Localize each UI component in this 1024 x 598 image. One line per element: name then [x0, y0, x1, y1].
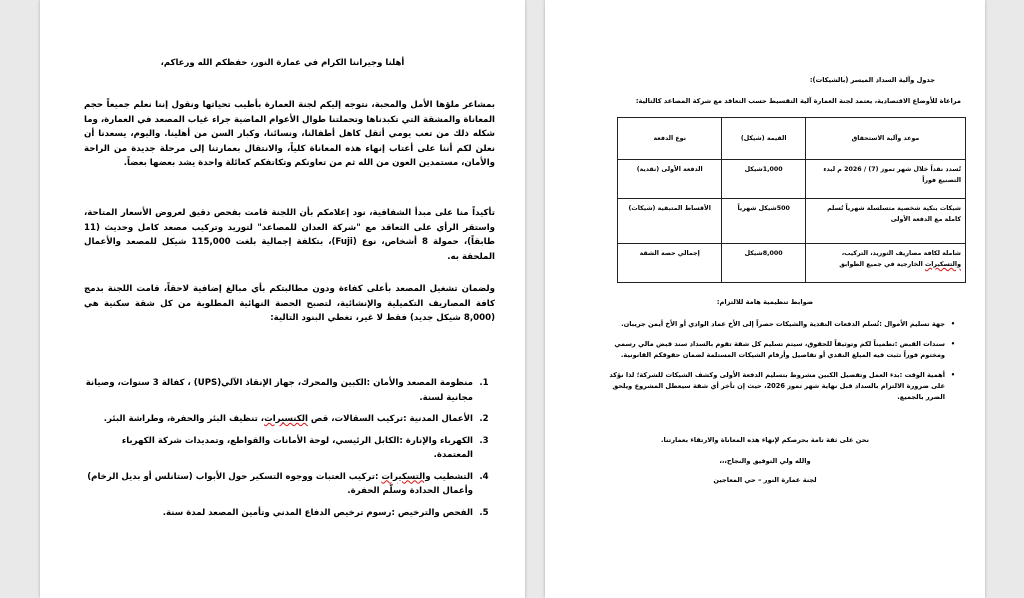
cell-due: شيكات بنكية شخصية متسلسلة شهرياً تُسلم كاملة مع الدفعة الأولى	[805, 199, 965, 244]
item-number: 3.	[479, 435, 489, 446]
item-text	[80, 376, 473, 405]
item-number: 1.	[479, 378, 489, 388]
included-items-list	[80, 376, 495, 527]
item-text-part: التشطيب	[430, 471, 473, 482]
spellcheck-word[interactable]: والتسكيرات	[381, 471, 431, 482]
spellcheck-word[interactable]: الكنسيرات	[264, 414, 308, 424]
list-item	[80, 506, 495, 521]
closing-blessing: والله ولي التوفيق والنجاح،،،	[719, 457, 811, 465]
bullet-icon: •	[950, 340, 956, 348]
cell-text-part: الخارجية في جميع الطوابق	[839, 261, 925, 268]
bullet-text: جهة تسليم الأموال :تُسلم الدفعات النقدية والشيكات حصراً إلى الأخ عماد الوادي أو الأخ أيمن جريبان.	[621, 320, 945, 328]
cell-type: إجمالي حصة الشقة	[618, 244, 722, 283]
item-text	[80, 434, 473, 463]
contract-paragraph: تأكيداً منا على مبدأ الشفافية، نود إعلامكم بأن اللجنة قامت بفحص دقيق لعروض الأسعار المتاحة، واستقر الرأي على التعاقد مع "شركة العدان للمصاعد" لتوريد وتركيب مصعد كامل وحديث (11 طابقاً)، حمولة 8 أشخاص، نوع (Fuji)، بتكلفة إجمالية بلغت 115,000 شيكل للمصعد والأعمال الملحقة به.	[84, 208, 496, 262]
bullet-icon: •	[950, 371, 956, 379]
greeting-line: أهلنا وجيراننا الكرام في عمارة النور، حفظكم الله ورعاكم،	[160, 58, 405, 68]
list-item	[80, 376, 495, 405]
list-item	[595, 370, 961, 403]
header-value: القيمة (شيكل)	[722, 118, 806, 160]
cell-value: 8,000شيكل	[722, 244, 806, 283]
table-row	[618, 160, 966, 199]
cell-value: 1,000شيكل	[722, 160, 806, 199]
spellcheck-word[interactable]: والتسكيرات	[924, 261, 961, 268]
payment-intro: مراعاة للأوضاع الاقتصادية، يعتمد لجنة العمارة آلية التقسيط حسب التعاقد مع شركة المصاعد كالتالية:	[635, 97, 961, 105]
item-text-part: منظومة المصعد والأمان :الكبين والمحرك، جهاز الإنقاذ الآلي(UPS) ، كفالة 3 سنوات، وصيانة مجانية لسنة.	[85, 378, 473, 403]
cell-due	[805, 244, 965, 283]
list-item	[80, 434, 495, 463]
item-text-part: :تركيب العتبات ووجوه التسكير حول الأبواب (ستانلس أو بديل الرخام) وأعمال الحدادة وسلّم الحفرة.	[87, 471, 473, 496]
intro-paragraph: بمشاعر ملؤها الأمل والمحبة، نتوجه إليكم لجنة العمارة بأطيب تحياتها ونقول إننا نعلم جميعاً حجم المعاناة والمشقة التي تكبدناها وتحملتنا طوال الأعوام الماضية جراء غياب المصعد في العمارة، وما شكله ذلك من تعب يومي أثقل كاهل أطفالنا، ونسائنا، وكبار السن من أهلينا. واليوم، يسعدنا أن نعلن لكم أننا على أعتاب إنهاء هذه المعاناة كلياً، والانتقال بعمارتنا إلى مرحلة جديدة من الراحة والأمان، مستمدين العون من الله ثم من تعاونكم وتكاتفكم كعائلة واحدة يشد بعضها بعضاً.	[84, 100, 495, 168]
list-item	[595, 339, 961, 361]
item-text-part: الأعمال المدنية :تركيب السقالات، قص	[307, 414, 473, 424]
item-text	[80, 412, 473, 427]
rules-list	[595, 319, 961, 412]
payment-schedule-title: جدول وآلية السداد الميسر (بالشيكات):	[809, 76, 935, 84]
item-number: 2.	[479, 414, 489, 424]
item-text-part: الكهرباء والإنارة :الكابل الرئيسي، لوحة الأمانات والقواطع، وتمديدات شركة الكهرباء المعتمدة.	[121, 435, 473, 460]
cell-type: الأقساط المتبقية (شيكات)	[618, 199, 722, 244]
list-item	[80, 412, 495, 427]
document-page-left	[40, 0, 525, 598]
bullet-text: سندات القبض :تطميناً لكم وتوثيقاً للحقوق، سيتم تسليم كل شقة تقوم بالسداد سند قبض مالي رسمي ومختوم فوراً تثبت فيه المبلغ النقدي أو تفاصيل وأرقام الشيكات المستلمة لضمان حقوقكم القانونية.	[614, 340, 945, 359]
header-type: نوع الدفعة	[618, 118, 722, 160]
table-row	[618, 199, 966, 244]
bullet-icon: •	[950, 320, 956, 328]
item-text	[80, 506, 473, 521]
cell-text-part: شاملة لكافة مصاريف التوريد، التركيب،	[841, 250, 961, 257]
item-number: 5.	[479, 507, 489, 518]
payment-table	[617, 117, 966, 283]
document-page-right	[545, 0, 985, 598]
rules-title: ضوابط تنظيمية هامة للالتزام:	[716, 298, 814, 306]
cell-due: تُسدد نقداً خلال شهر تموز (7) / 2026 م لبدء التصنيع فوراً	[805, 160, 965, 199]
item-number: 4.	[479, 471, 489, 482]
list-item	[595, 319, 961, 330]
cell-type: الدفعة الأولى (نقدية)	[618, 160, 722, 199]
item-text-part: الفحص والترخيص :رسوم ترخيص الدفاع المدني وتأمين المصعد لمدة سنة.	[162, 507, 473, 518]
closing-line: نحن على ثقة تامة بحرصكم لإنهاء هذه المعاناة والارتقاء بعمارتنا.	[661, 436, 869, 444]
header-due: موعد وآلية الاستحقاق	[805, 118, 965, 160]
item-text-part: ، تنظيف البئر والحفرة، وطراشة البئر.	[103, 414, 265, 424]
cell-value: 500شيكل شهرياً	[722, 199, 806, 244]
item-text	[80, 470, 473, 499]
list-item	[80, 470, 495, 499]
table-header-row	[618, 118, 966, 160]
bullet-text: أهمية الوقت :بدء العمل وتفصيل الكبين مشروط بتسليم الدفعة الأولى وكشف الشيكات للشركة؛ لذا نؤكد على ضرورة الالتزام بالسداد قبل نهاية شهر تموز 2026، حيث إن تأخر أي شقة سيعطل المشروع ويلحق الضرر بالجميع.	[609, 371, 945, 401]
share-paragraph: ولضمان تشغيل المصعد بأعلى كفاءة ودون مطالبتكم بأي مبالغ إضافية لاحقاً، قامت اللجنة بدمج كافة المصاريف التكميلية والإنشائية، لتصبح الحصة النهائية المطلوبة من كل شقة سكنية هي (8,000 شيكل جديد) فقط لا غير، تغطي البنود التالية:	[84, 284, 495, 323]
table-row	[618, 244, 966, 283]
signature-line: لجنة عمارة النور – حي المعاجين	[713, 476, 817, 484]
